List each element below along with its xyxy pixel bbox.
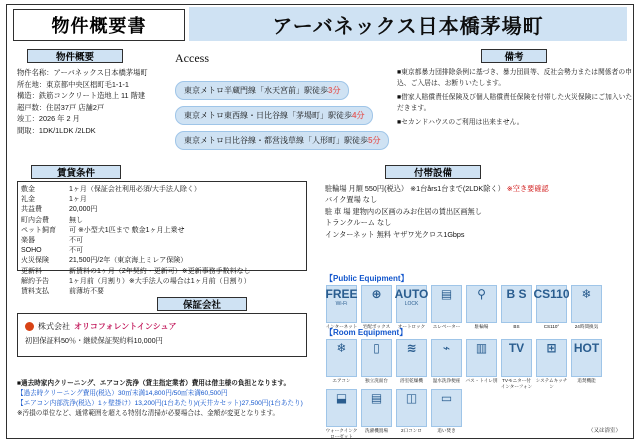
equipment-item: [395, 389, 428, 439]
guarantor-company: [25, 321, 176, 332]
washlet-icon: [431, 339, 462, 377]
lease-table: [21, 185, 303, 297]
lease-key: ペット飼育: [21, 226, 56, 234]
notes-block: [17, 379, 307, 419]
equipment-icon-glyph: ◫: [405, 391, 418, 405]
two-burner-stove-icon: [396, 389, 427, 427]
guarantor-prefix: 株式会社: [38, 322, 70, 331]
walk-in-closet-icon: [326, 389, 357, 427]
equipment-caption: BS: [513, 324, 520, 329]
lease-row: [21, 216, 303, 226]
elevator-icon: [431, 285, 462, 323]
equipment-caption: オートロック: [397, 324, 426, 329]
tv-intercom-icon: [501, 339, 532, 377]
note-line: ※汚損の単位など、通常範囲を超える特別な清掃が必要場合は、金額が変更となります。: [17, 410, 280, 417]
equipment-icon-glyph: ❄: [336, 341, 347, 355]
guarantor-company-name: オリコフォレントインシュア: [74, 322, 177, 331]
equipment-caption: 追焚機能: [577, 378, 596, 383]
lease-key: 楽器: [21, 237, 35, 245]
lease-row: [21, 236, 303, 246]
equipment-item: [360, 389, 393, 439]
lease-value: 1ヶ月前（月割り）※大手法人の場合は1ヶ月前（日割り）: [69, 277, 251, 285]
guarantor-fee: 初回保証料50％・継続保証契約料10,000円: [25, 336, 163, 345]
lease-row: [21, 287, 303, 297]
equipment-item: [430, 389, 463, 439]
equipment-icon-glyph: B S: [506, 287, 527, 301]
lease-value: 前薄坊不要: [69, 288, 104, 296]
equipment-caption: 駐輪場: [474, 324, 489, 329]
lease-key: 共益費: [21, 206, 42, 214]
section-label-remarks: 備考: [481, 49, 547, 63]
orico-logo-icon: [25, 322, 34, 331]
equipment-item: [360, 339, 393, 389]
access-title: Access: [175, 51, 209, 65]
lease-value: 不可: [69, 247, 83, 255]
lease-value: 不可: [69, 237, 83, 245]
equipment-icon-glyph: CS110: [533, 287, 570, 301]
room-equipment-grid-row2: [325, 389, 463, 439]
equipment-item: [430, 339, 463, 389]
lease-value: 1ヶ月: [69, 196, 87, 204]
section-label-lease: 賃貸条件: [31, 165, 121, 179]
access-walk-time: 4分: [352, 111, 365, 120]
overview-row: 間取：1DK/1LDK /2LDK: [17, 125, 96, 135]
equipment-item: [395, 285, 428, 330]
equipment-icon-glyph: ▥: [475, 341, 488, 355]
washer-space-icon: [361, 389, 392, 427]
bath-dryer-icon: [396, 339, 427, 377]
remark-item: ■セカンドハウスのご利用は出来ません。: [397, 119, 524, 126]
vanity-icon: [361, 339, 392, 377]
property-name-banner: アーバネックス日本橋茅場町: [189, 7, 627, 41]
air-conditioner-icon: [326, 339, 357, 377]
equipment-caption: 浴室乾燥機: [400, 378, 423, 383]
remark-item: ■東京都暴力団排除条例に基づき、暴力団員等、反社会勢力または関係者の申込、ご入居は、お断りいたします。: [397, 69, 632, 87]
access-line: [175, 131, 389, 150]
equipment-item: [535, 339, 568, 389]
overview-row: 竣工：2026 年 2 月: [17, 114, 80, 124]
equipment-item: [395, 339, 428, 389]
lease-key: 解約予告: [21, 277, 49, 285]
room-equipment-label: 【Room Equipment】: [325, 328, 408, 337]
facility-alert: ※空き要確認: [506, 184, 549, 193]
remarks-list: [397, 67, 635, 131]
document-title: 物件概要書: [13, 9, 185, 41]
room-equipment-grid-row1: [325, 339, 603, 389]
access-line: [175, 81, 349, 100]
lease-row: [21, 226, 303, 236]
equipment-item: [465, 339, 498, 389]
equipment-item: [500, 285, 533, 330]
equipment-caption: エレベーター: [432, 324, 461, 329]
equipment-item: [360, 285, 393, 330]
lease-row: [21, 256, 303, 266]
equipment-caption: エアコン: [332, 378, 351, 383]
access-text: 東京メトロ東西線・日比谷線「茅場町」駅徒歩: [184, 111, 352, 120]
equipment-icon-glyph: AUTO: [394, 287, 429, 301]
lease-key: 礼金: [21, 196, 35, 204]
equipment-icon-glyph: ⚲: [477, 287, 486, 301]
bicycle-parking-icon: [466, 285, 497, 323]
lease-row: [21, 267, 303, 277]
equipment-icon-glyph: TV: [508, 341, 525, 355]
equipment-caption: 24時間換気: [574, 324, 599, 329]
equipment-caption: 独立洗面台: [365, 378, 388, 383]
access-text: 東京メトロ日比谷線・都営浅草線「人形町」駅徒歩: [184, 136, 368, 145]
lease-value: 可 ※小型犬1匹まで 敷金1ヶ月上乗せ: [69, 226, 185, 234]
system-kitchen-icon: [536, 339, 567, 377]
document-header: [7, 5, 633, 43]
access-walk-time: 3分: [328, 86, 341, 95]
document-sheet: [6, 4, 634, 439]
equipment-item: [325, 285, 358, 330]
equipment-icon-glyph: ▤: [370, 391, 383, 405]
equipment-caption: CS110°: [543, 324, 560, 329]
facility-row: トランクルーム なし: [325, 218, 392, 228]
access-line: [175, 106, 373, 125]
public-equipment-grid: [325, 285, 603, 330]
equipment-icon-glyph: ⬓: [335, 391, 348, 405]
access-text: 東京メトロ半蔵門線「水天宮前」駅徒歩: [184, 86, 328, 95]
facility-row: 駐 車 場 建物内の区画のみお住居の賃出区画無し: [325, 206, 482, 216]
equipment-icon-glyph: ▭: [440, 391, 453, 405]
lease-key: 賃料支払: [21, 288, 49, 296]
equipment-icon-glyph: ▯: [373, 341, 380, 355]
equipment-caption: 追い焚き: [437, 428, 456, 433]
facility-row: [325, 183, 635, 194]
note-line: 【エアコン内部洗浄(税込）1ヶ壁掛け）13,200円(1台あたり)/(天井カセット)27,500円(1台あたり): [17, 400, 303, 407]
facility-row: バイク置場 なし: [325, 195, 378, 205]
lease-row: [21, 185, 303, 195]
overview-row: 所在地：東京都中央区椙町毛1-1-1: [17, 79, 129, 89]
lease-key: 町内会費: [21, 216, 49, 224]
equipment-caption: 2口コンロ: [401, 428, 422, 433]
equipment-item: [570, 285, 603, 330]
bs-antenna-icon: [501, 285, 532, 323]
lease-key: 火災保険: [21, 257, 49, 265]
equipment-item: [325, 339, 358, 389]
equipment-icon-glyph: HOT: [573, 341, 600, 355]
equipment-caption: 宅配ボックス: [362, 324, 391, 329]
overview-row: 超戸数：住居37戸 店舗2戸: [17, 102, 105, 112]
equipment-caption: インターネット: [325, 324, 358, 329]
equipment-item: [465, 285, 498, 330]
equipment-icon-sub: Wi-Fi: [335, 301, 348, 307]
delivery-box-icon: [361, 285, 392, 323]
guarantor-box: [17, 313, 307, 357]
lease-row: [21, 246, 303, 256]
remark-item: ■借家人賠償責任保険及び個人賠償責任保険を付帯した火災保険にご加入いただきます。: [397, 94, 633, 112]
note-line: 【過去時クリーニング費用(税込）30㎡未満14,800円/50㎡未満60,500円: [17, 390, 228, 397]
equipment-item: [570, 339, 603, 389]
auto-lock-icon: [396, 285, 427, 323]
equipment-icon-glyph: ⌁: [442, 341, 451, 355]
lease-row: [21, 277, 303, 287]
lease-key: SOHO: [21, 247, 42, 255]
access-walk-time: 5分: [368, 136, 381, 145]
lease-key: 更新料: [21, 267, 42, 275]
section-label-overview: 物件概要: [27, 49, 123, 63]
equipment-item: [430, 285, 463, 330]
equipment-caption: ウォークインクローゼット: [325, 428, 358, 439]
facilities-list: [325, 183, 635, 240]
equipment-item: [325, 389, 358, 439]
separate-bath-toilet-icon: [466, 339, 497, 377]
equipment-icon-sub: LOCK: [404, 301, 419, 307]
lease-value: 新賃料の1ヶ月（2年契約・更新可）※更新事務手数料なし: [69, 267, 251, 275]
overview-row: 物件名称：アーバネックス日本橋茅場町: [17, 68, 148, 77]
lease-value: 1ヶ月（保証会社利用必須/大手法人除く）: [69, 186, 201, 193]
equipment-item: [535, 285, 568, 330]
equipment-icon-glyph: ≋: [406, 341, 417, 355]
wifi-icon: [326, 285, 357, 323]
facility-note: ※1台års1台まで(2LDK除く）: [410, 184, 505, 193]
ventilation-icon: [571, 285, 602, 323]
equipment-icon-glyph: ⊞: [546, 341, 557, 355]
equipment-icon-glyph: ▤: [440, 287, 453, 301]
note-line: ■過去時家内クリーニング、エアコン洗浄（貸主指定業者）費用は借主様の負担となります。: [17, 380, 291, 387]
lease-row: [21, 195, 303, 205]
equipment-footnote: （又は浴室）: [587, 428, 621, 434]
section-label-facilities: 付帯設備: [385, 165, 481, 179]
equipment-icon-glyph: ⊕: [371, 287, 382, 301]
facility-key: 駐輪場 月額 550円(税込）: [325, 184, 409, 193]
reheating-icon: [571, 339, 602, 377]
lease-value: 20,000円: [69, 206, 98, 214]
equipment-caption: 洗濯機置場: [365, 428, 388, 433]
equipment-caption: システムキッチン: [535, 378, 568, 389]
lease-key: 敷金: [21, 186, 35, 193]
equipment-item: [500, 339, 533, 389]
equipment-caption: バス・トイレ別: [465, 378, 498, 383]
equipment-caption: TVモニター付インターフォン: [500, 378, 533, 389]
equipment-caption: 温水洗浄便座: [432, 378, 461, 383]
equipment-icon-glyph: FREE: [325, 287, 358, 301]
equipment-icon-glyph: ❄: [581, 287, 592, 301]
reheat-bath-icon: [431, 389, 462, 427]
lease-value: 無し: [69, 216, 83, 224]
section-label-guarantor: 保証会社: [157, 297, 247, 311]
overview-list: [17, 67, 177, 137]
cs110-antenna-icon: [533, 285, 570, 323]
facility-row: インターネット 無料 ヤザワ光クロス1Gbps: [325, 229, 465, 239]
lease-row: [21, 205, 303, 215]
public-equipment-label: 【Public Equipment】: [325, 274, 409, 283]
lease-value: 21,500円/2年（東京海上ミレア保険）: [69, 257, 188, 265]
overview-row: 構造：鉄筋コンクリート造地上 11 階建: [17, 91, 146, 101]
